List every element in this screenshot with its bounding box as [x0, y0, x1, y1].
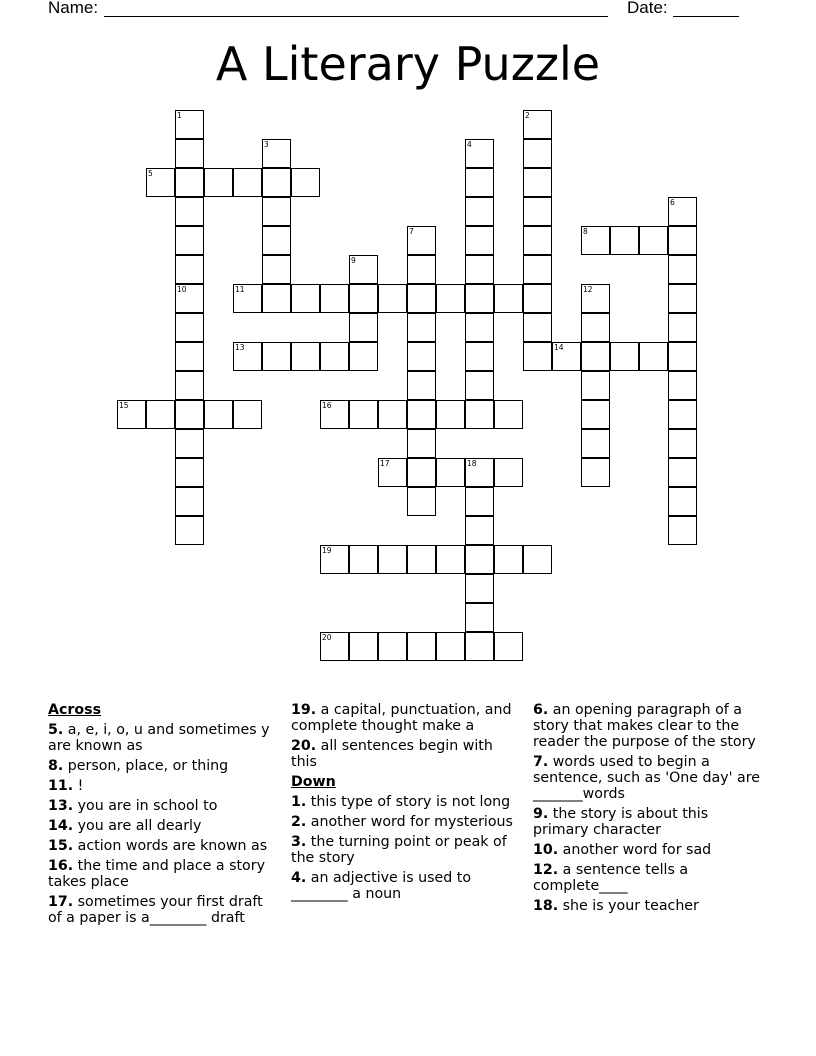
clue-text: action words are known as	[77, 838, 268, 854]
clue-number: 19.	[291, 702, 317, 718]
down-clue	[533, 702, 765, 750]
crossword-cell[interactable]	[146, 168, 175, 197]
clue-text: a, e, i, o, u and sometimes y are known as	[48, 722, 270, 754]
across-clue	[48, 758, 274, 774]
crossword-cell[interactable]	[610, 226, 639, 255]
across-clue	[291, 702, 519, 734]
crossword-cell[interactable]	[175, 313, 204, 342]
crossword-cell[interactable]	[581, 342, 610, 371]
crossword-cell[interactable]	[175, 284, 204, 313]
crossword-cell[interactable]	[407, 371, 436, 400]
crossword-cell[interactable]	[668, 400, 697, 429]
crossword-cell[interactable]	[291, 342, 320, 371]
crossword-cell[interactable]	[465, 574, 494, 603]
crossword-cell[interactable]	[465, 545, 494, 574]
crossword-cell[interactable]	[465, 313, 494, 342]
crossword-cell[interactable]	[436, 545, 465, 574]
clue-text: another word for mysterious	[310, 814, 513, 830]
crossword-cell[interactable]	[117, 400, 146, 429]
crossword-cell[interactable]	[262, 284, 291, 313]
crossword-cell[interactable]	[523, 226, 552, 255]
crossword-cell[interactable]	[349, 313, 378, 342]
across-clue	[48, 722, 274, 754]
crossword-cell[interactable]	[581, 313, 610, 342]
crossword-cell[interactable]	[668, 313, 697, 342]
clue-number: 10	[177, 285, 187, 294]
crossword-cell[interactable]	[581, 284, 610, 313]
crossword-cell[interactable]	[407, 487, 436, 516]
crossword-cell[interactable]	[233, 400, 262, 429]
clue-column-2	[291, 702, 519, 906]
crossword-cell[interactable]	[494, 545, 523, 574]
crossword-cell[interactable]	[262, 226, 291, 255]
crossword-cell[interactable]	[175, 110, 204, 139]
clue-number: 13.	[48, 798, 74, 814]
clue-text: another word for sad	[562, 842, 712, 858]
across-clue	[48, 818, 274, 834]
down-clue	[533, 754, 765, 802]
crossword-cell[interactable]	[175, 516, 204, 545]
crossword-cell[interactable]	[407, 313, 436, 342]
crossword-cell[interactable]	[175, 371, 204, 400]
crossword-cell[interactable]	[146, 400, 175, 429]
clue-number: 8.	[48, 758, 64, 774]
crossword-cell[interactable]	[639, 342, 668, 371]
crossword-cell[interactable]	[668, 197, 697, 226]
crossword-cell[interactable]	[378, 458, 407, 487]
clue-number: 12.	[533, 862, 559, 878]
clue-number: 3	[264, 140, 269, 149]
across-clue	[48, 838, 274, 854]
clue-text: an opening paragraph of a story that makes clear to the reader the purpose of the story	[533, 702, 756, 750]
crossword-cell[interactable]	[581, 458, 610, 487]
crossword-cell[interactable]	[320, 342, 349, 371]
crossword-cell[interactable]	[436, 400, 465, 429]
crossword-cell[interactable]	[262, 342, 291, 371]
clue-number: 15	[119, 401, 129, 410]
crossword-cell[interactable]	[465, 487, 494, 516]
crossword-cell[interactable]	[349, 545, 378, 574]
date-label: Date:	[627, 0, 668, 17]
clue-text: the turning point or peak of the story	[291, 834, 507, 866]
clue-number: 18.	[533, 898, 559, 914]
crossword-cell[interactable]	[494, 284, 523, 313]
clue-text: !	[77, 778, 84, 794]
down-clue	[533, 806, 765, 838]
clue-text: a sentence tells a complete____	[533, 862, 689, 894]
crossword-cell[interactable]	[668, 342, 697, 371]
down-clue	[533, 842, 765, 858]
crossword-cell[interactable]	[465, 371, 494, 400]
crossword-cell[interactable]	[175, 487, 204, 516]
clue-text: person, place, or thing	[67, 758, 229, 774]
crossword-cell[interactable]	[668, 429, 697, 458]
crossword-cell[interactable]	[523, 342, 552, 371]
crossword-cell[interactable]	[407, 400, 436, 429]
crossword-cell[interactable]	[523, 545, 552, 574]
crossword-cell[interactable]	[523, 139, 552, 168]
crossword-cell[interactable]	[175, 255, 204, 284]
crossword-cell[interactable]	[494, 632, 523, 661]
down-clue	[533, 898, 765, 914]
clue-number: 9	[351, 256, 356, 265]
clue-column-1	[48, 702, 274, 930]
clue-text: the time and place a story takes place	[48, 858, 265, 890]
clue-number: 10.	[533, 842, 559, 858]
crossword-cell[interactable]	[581, 371, 610, 400]
across-clue	[291, 738, 519, 770]
crossword-cell[interactable]	[668, 284, 697, 313]
crossword-cell[interactable]	[378, 284, 407, 313]
crossword-cell[interactable]	[407, 429, 436, 458]
crossword-cell[interactable]	[320, 400, 349, 429]
crossword-cell[interactable]	[523, 110, 552, 139]
crossword-cell[interactable]	[175, 400, 204, 429]
crossword-cell[interactable]	[233, 342, 262, 371]
crossword-cell[interactable]	[639, 226, 668, 255]
name-label: Name:	[48, 0, 99, 17]
crossword-cell[interactable]	[320, 632, 349, 661]
down-clue	[291, 870, 519, 902]
crossword-cell[interactable]	[378, 632, 407, 661]
clue-number: 11	[235, 285, 245, 294]
crossword-cell[interactable]	[378, 545, 407, 574]
clue-number: 17	[380, 459, 390, 468]
clue-number: 16.	[48, 858, 74, 874]
crossword-cell[interactable]	[349, 632, 378, 661]
clue-text: she is your teacher	[562, 898, 699, 914]
clue-text: an adjective is used to ________ a noun	[291, 870, 472, 902]
crossword-cell[interactable]	[233, 284, 262, 313]
crossword-cell[interactable]	[523, 168, 552, 197]
clue-number: 16	[322, 401, 332, 410]
clue-number: 19	[322, 546, 332, 555]
crossword-cell[interactable]	[523, 313, 552, 342]
clue-column-3	[533, 702, 765, 918]
clue-number: 5.	[48, 722, 64, 738]
clue-number: 9.	[533, 806, 549, 822]
clue-number: 4.	[291, 870, 307, 886]
crossword-cell[interactable]	[465, 139, 494, 168]
clue-number: 1.	[291, 794, 307, 810]
crossword-cell[interactable]	[407, 226, 436, 255]
crossword-cell[interactable]	[407, 342, 436, 371]
crossword-cell[interactable]	[407, 458, 436, 487]
crossword-cell[interactable]	[175, 168, 204, 197]
crossword-cell[interactable]	[436, 458, 465, 487]
crossword-cell[interactable]	[465, 342, 494, 371]
clue-number: 14.	[48, 818, 74, 834]
crossword-cell[interactable]	[668, 487, 697, 516]
crossword-cell[interactable]	[262, 139, 291, 168]
crossword-cell[interactable]	[668, 458, 697, 487]
clue-text: you are in school to	[77, 798, 218, 814]
page-title: A Literary Puzzle	[215, 37, 601, 91]
crossword-cell[interactable]	[523, 255, 552, 284]
crossword-cell[interactable]	[407, 255, 436, 284]
crossword-cell[interactable]	[407, 284, 436, 313]
clue-number: 3.	[291, 834, 307, 850]
clue-number: 5	[148, 169, 153, 178]
crossword-cell[interactable]	[465, 284, 494, 313]
down-heading: Down	[291, 774, 336, 790]
down-clue-list	[291, 794, 519, 902]
crossword-cell[interactable]	[349, 400, 378, 429]
clue-number: 15.	[48, 838, 74, 854]
down-clue	[291, 834, 519, 866]
crossword-cell[interactable]	[175, 226, 204, 255]
crossword-cell[interactable]	[668, 255, 697, 284]
crossword-cell[interactable]	[175, 458, 204, 487]
crossword-cell[interactable]	[349, 284, 378, 313]
across-clue	[48, 778, 274, 794]
crossword-cell[interactable]	[262, 168, 291, 197]
clue-number: 12	[583, 285, 593, 294]
clue-number: 2.	[291, 814, 307, 830]
crossword-cell[interactable]	[668, 226, 697, 255]
crossword-cell[interactable]	[175, 429, 204, 458]
clue-number: 17.	[48, 894, 74, 910]
clue-text: a capital, punctuation, and complete thought make a	[291, 702, 512, 734]
crossword-cell[interactable]	[204, 168, 233, 197]
clue-text: you are all dearly	[77, 818, 202, 834]
across-clue-list-continued	[291, 702, 519, 770]
crossword-cell[interactable]	[610, 342, 639, 371]
crossword-cell[interactable]	[465, 632, 494, 661]
crossword-cell[interactable]	[465, 168, 494, 197]
crossword-cell[interactable]	[552, 342, 581, 371]
clue-number: 6	[670, 198, 675, 207]
crossword-cell[interactable]	[465, 458, 494, 487]
clue-text: words used to begin a sentence, such as 'One day' are _______words	[533, 754, 760, 802]
crossword-cell[interactable]	[262, 197, 291, 226]
crossword-cell[interactable]	[465, 255, 494, 284]
crossword-cell[interactable]	[349, 342, 378, 371]
clue-text: all sentences begin with this	[291, 738, 493, 770]
crossword-cell[interactable]	[465, 197, 494, 226]
crossword-cell[interactable]	[436, 632, 465, 661]
crossword-cell[interactable]	[436, 284, 465, 313]
clue-number: 7	[409, 227, 414, 236]
crossword-cell[interactable]	[581, 429, 610, 458]
crossword-cell[interactable]	[175, 342, 204, 371]
clue-number: 1	[177, 111, 182, 120]
clue-number: 20	[322, 633, 332, 642]
crossword-cell[interactable]	[378, 400, 407, 429]
crossword-cell[interactable]	[291, 284, 320, 313]
clue-number: 6.	[533, 702, 549, 718]
clue-text: sometimes your first draft of a paper is a________ draft	[48, 894, 263, 926]
clue-number: 18	[467, 459, 477, 468]
clue-number: 2	[525, 111, 530, 120]
crossword-cell[interactable]	[407, 632, 436, 661]
clue-text: this type of story is not long	[310, 794, 511, 810]
down-clue	[291, 814, 519, 830]
crossword-cell[interactable]	[494, 458, 523, 487]
crossword-cell[interactable]	[233, 168, 262, 197]
clue-text: the story is about this primary character	[533, 806, 709, 838]
crossword-cell[interactable]	[320, 545, 349, 574]
crossword-cell[interactable]	[349, 255, 378, 284]
across-clue	[48, 894, 274, 926]
across-clue	[48, 858, 274, 890]
clue-number: 8	[583, 227, 588, 236]
crossword-cell[interactable]	[204, 400, 233, 429]
clue-number: 11.	[48, 778, 74, 794]
crossword-cell[interactable]	[668, 516, 697, 545]
across-clue	[48, 798, 274, 814]
crossword-cell[interactable]	[465, 400, 494, 429]
down-clue	[533, 862, 765, 894]
down-clue-list-continued	[533, 702, 765, 914]
crossword-cell[interactable]	[407, 545, 436, 574]
crossword-cell[interactable]	[668, 371, 697, 400]
crossword-cell[interactable]	[465, 603, 494, 632]
crossword-cell[interactable]	[262, 255, 291, 284]
crossword-cell[interactable]	[581, 226, 610, 255]
across-heading: Across	[48, 702, 102, 718]
crossword-cell[interactable]	[320, 284, 349, 313]
crossword-cell[interactable]	[291, 168, 320, 197]
clue-number: 13	[235, 343, 245, 352]
across-clue-list	[48, 722, 274, 926]
clue-number: 14	[554, 343, 564, 352]
down-clue	[291, 794, 519, 810]
crossword-cell[interactable]	[581, 400, 610, 429]
clue-number: 4	[467, 140, 472, 149]
crossword-cell[interactable]	[465, 516, 494, 545]
clue-number: 7.	[533, 754, 549, 770]
crossword-cell[interactable]	[523, 284, 552, 313]
crossword-cell[interactable]	[494, 400, 523, 429]
crossword-cell[interactable]	[175, 197, 204, 226]
crossword-cell[interactable]	[175, 139, 204, 168]
clue-number: 20.	[291, 738, 317, 754]
crossword-cell[interactable]	[465, 226, 494, 255]
crossword-cell[interactable]	[523, 197, 552, 226]
